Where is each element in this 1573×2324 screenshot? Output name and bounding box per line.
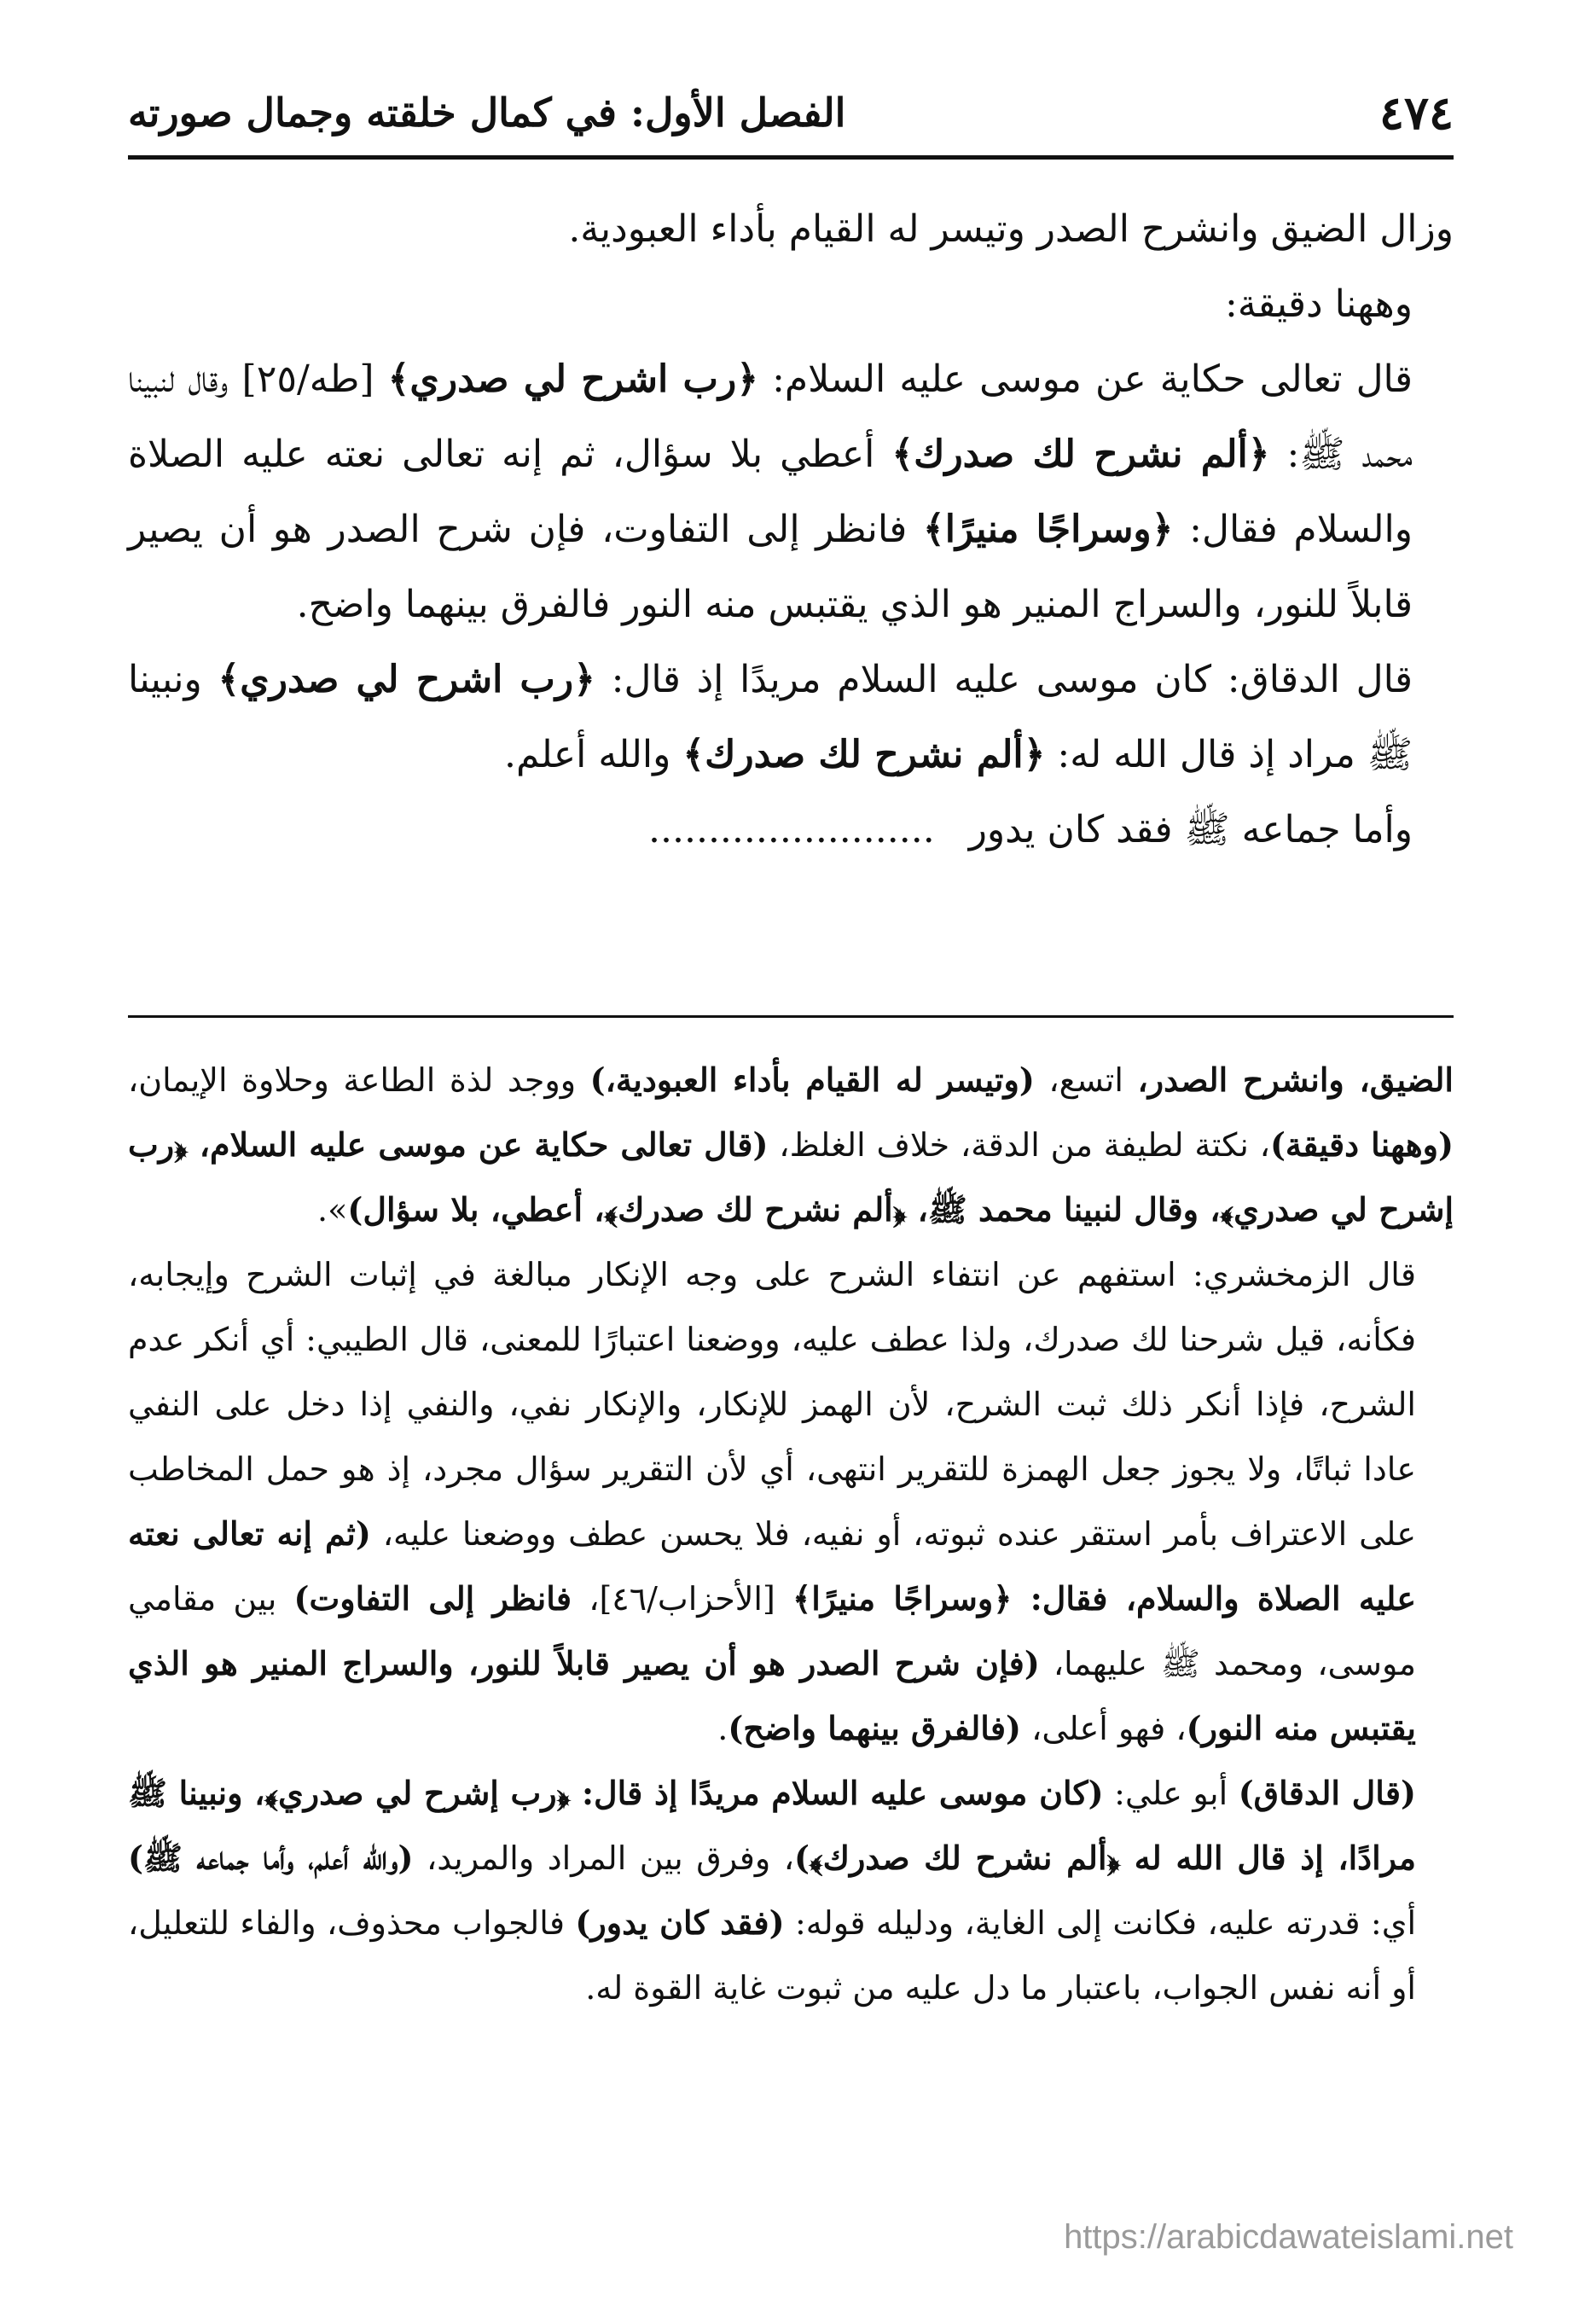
commentary-span: بين مقامي موسى، ومحمد ﷺ عليهما، xyxy=(128,1580,1417,1682)
commentary-bold-span: (ثم إنه تعالى نعته عليه الصلاة والسلام، فقال: ﴿وسراجًا منيرًا﴾ xyxy=(128,1514,1417,1618)
main-text-span: قال تعالى حكاية عن موسى عليه السلام: xyxy=(758,357,1413,401)
main-text-span: [طه/٢٥] وقال لنبينا محمد ﷺ: xyxy=(128,357,1413,476)
quran-quote: ﴿ألم نشرح لك صدرك﴾ xyxy=(891,433,1270,476)
commentary-span: قال الزمخشري: استفهم عن انتفاء الشرح على وجه الإنكار مبالغة في إثبات الشرح وإيجابه، فكأنه، قيل شرحنا لك صدرك، ولذا عطف عليه، ووضعنا اعتبارًا للمعنى، قال الطيبي: أي أنكر عدم الشرح، فإذا أنكر ذلك ثبت الشرح، لأن الهمز للإنكار، والإنكار نفي، والنفي إذا دخل على النفي عادا ثباتًا، ولا يجوز جعل الهمزة للتقرير انتهى، أي لأن التقرير سؤال مجرد، إذ هو حمل المخاطب على الاعتراف بأمر استقر عنده ثبوته، أو نفيه، فلا يحسن عطف ووضعنا عليه، xyxy=(128,1256,1416,1553)
main-text-span: فانظر إلى التفاوت، فإن شرح الصدر هو أن يصير قابلاً للنور، والسراج المنير هو الذي يقتبس منه النور فالفرق بينهما واضح. xyxy=(128,508,1413,626)
main-text-span: وزال الضيق وانشرح الصدر وتيسر له القيام بأداء العبودية. xyxy=(568,207,1454,251)
commentary-bold-span: الضيق، وانشرح الصدر، xyxy=(1137,1060,1454,1099)
watermark-url: https://arabicdawateislami.net xyxy=(1064,2218,1513,2256)
commentary-span: ، فهو أعلى، xyxy=(1021,1710,1187,1747)
main-text-span: قال الدقاق: كان موسى عليه السلام مريدًا إذ قال: xyxy=(595,658,1413,701)
commentary-span: ، وفرق بين المراد والمريد، xyxy=(413,1839,795,1877)
main-text-span: ونبينا ﷺ مراد إذ قال الله له: xyxy=(128,658,1413,776)
commentary-bold-span: (وههنا دقيقة) xyxy=(1269,1125,1454,1164)
commentary-bold-span: (فالفرق بينهما واضح) xyxy=(728,1709,1022,1747)
main-text-span: وأما جماعه ﷺ فقد كان يدور xyxy=(968,808,1413,851)
footnote-separator xyxy=(128,1015,1454,1018)
quran-quote: ﴿ألم نشرح لك صدرك﴾ xyxy=(682,733,1046,776)
commentary-span: اتسع، xyxy=(1034,1061,1138,1099)
commentary-bold-span: (قال تعالى حكاية عن موسى عليه السلام، ﴿رب إشرح لي صدري﴾، وقال لنبينا محمد ﷺ، ﴿ألم نشرح لك صدرك﴾، أعطي، بلا سؤال) xyxy=(128,1125,1454,1229)
commentary-paragraph-1 xyxy=(128,1048,1454,1242)
main-text-span: أعطي بلا سؤال، ثم إنه تعالى نعته عليه الصلاة والسلام فقال: xyxy=(128,433,1413,551)
commentary-bold-span: (فقد كان يدور) xyxy=(575,1903,785,1942)
main-text-span: والله أعلم. xyxy=(504,733,683,776)
commentary-bold-span: (فإن شرح الصدر هو أن يصير قابلاً للنور، والسراج المنير هو الذي يقتبس منه النور) xyxy=(128,1644,1416,1747)
main-text xyxy=(128,192,1454,868)
page-header xyxy=(128,78,1454,147)
main-paragraph-1 xyxy=(128,192,1454,267)
commentary-bold-span: (والله أعلم، وأما جماعه ﷺ) xyxy=(128,1839,414,1877)
running-title: الفصل الأول: في كمال خلقته وجمال صورته xyxy=(128,90,846,136)
main-text-span: وههنا دقيقة: xyxy=(1225,282,1413,326)
commentary-bold-span: فانظر إلى التفاوت) xyxy=(293,1579,572,1618)
commentary-paragraph-3 xyxy=(128,1761,1454,2020)
main-paragraph-3 xyxy=(128,342,1454,642)
commentary-bold-span: (وتيسر له القيام بأداء العبودية،) xyxy=(589,1060,1035,1099)
commentary-span: [الأحزاب/٤٦]، xyxy=(572,1580,792,1618)
commentary-bold-span: (كان موسى عليه السلام مريدًا إذ قال: ﴿رب إشرح لي صدري﴾، ونبينا ﷺ مرادًا، إذ قال الله له ﴿ألم نشرح لك صدرك﴾) xyxy=(128,1774,1416,1877)
page-number: ٤٧٤ xyxy=(1379,85,1454,140)
commentary-bold-span: (قال الدقاق) xyxy=(1238,1774,1416,1812)
commentary-span: أبو علي: xyxy=(1103,1775,1239,1812)
commentary-span: ». xyxy=(317,1191,348,1229)
ellipsis-dots: ........................ xyxy=(648,808,935,851)
commentary-text xyxy=(128,1048,1454,2020)
main-paragraph-2 xyxy=(128,267,1454,342)
commentary-span: فالجواب محذوف، والفاء للتعليل، أو أنه نفس الجواب، باعتبار ما دل عليه من ثبوت غاية القوة له. xyxy=(128,1904,1416,2007)
quran-quote: ﴿رب اشرح لي صدري﴾ xyxy=(218,658,595,701)
quran-quote: ﴿رب اشرح لي صدري﴾ xyxy=(387,357,759,401)
commentary-paragraph-2 xyxy=(128,1242,1454,1761)
main-paragraph-5 xyxy=(128,793,1454,868)
commentary-span: ، نكتة لطيفة من الدقة، خلاف الغلظ، xyxy=(768,1126,1270,1164)
commentary-span: . xyxy=(717,1710,728,1747)
header-rule xyxy=(128,155,1454,160)
main-paragraph-4 xyxy=(128,642,1454,793)
commentary-span: أي: قدرته عليه، فكانت إلى الغاية، ودليله قوله: xyxy=(784,1904,1417,1942)
commentary-span: ووجد لذة الطاعة وحلاوة الإيمان، xyxy=(128,1061,590,1099)
quran-quote: ﴿وسراجًا منيرًا﴾ xyxy=(923,508,1174,551)
